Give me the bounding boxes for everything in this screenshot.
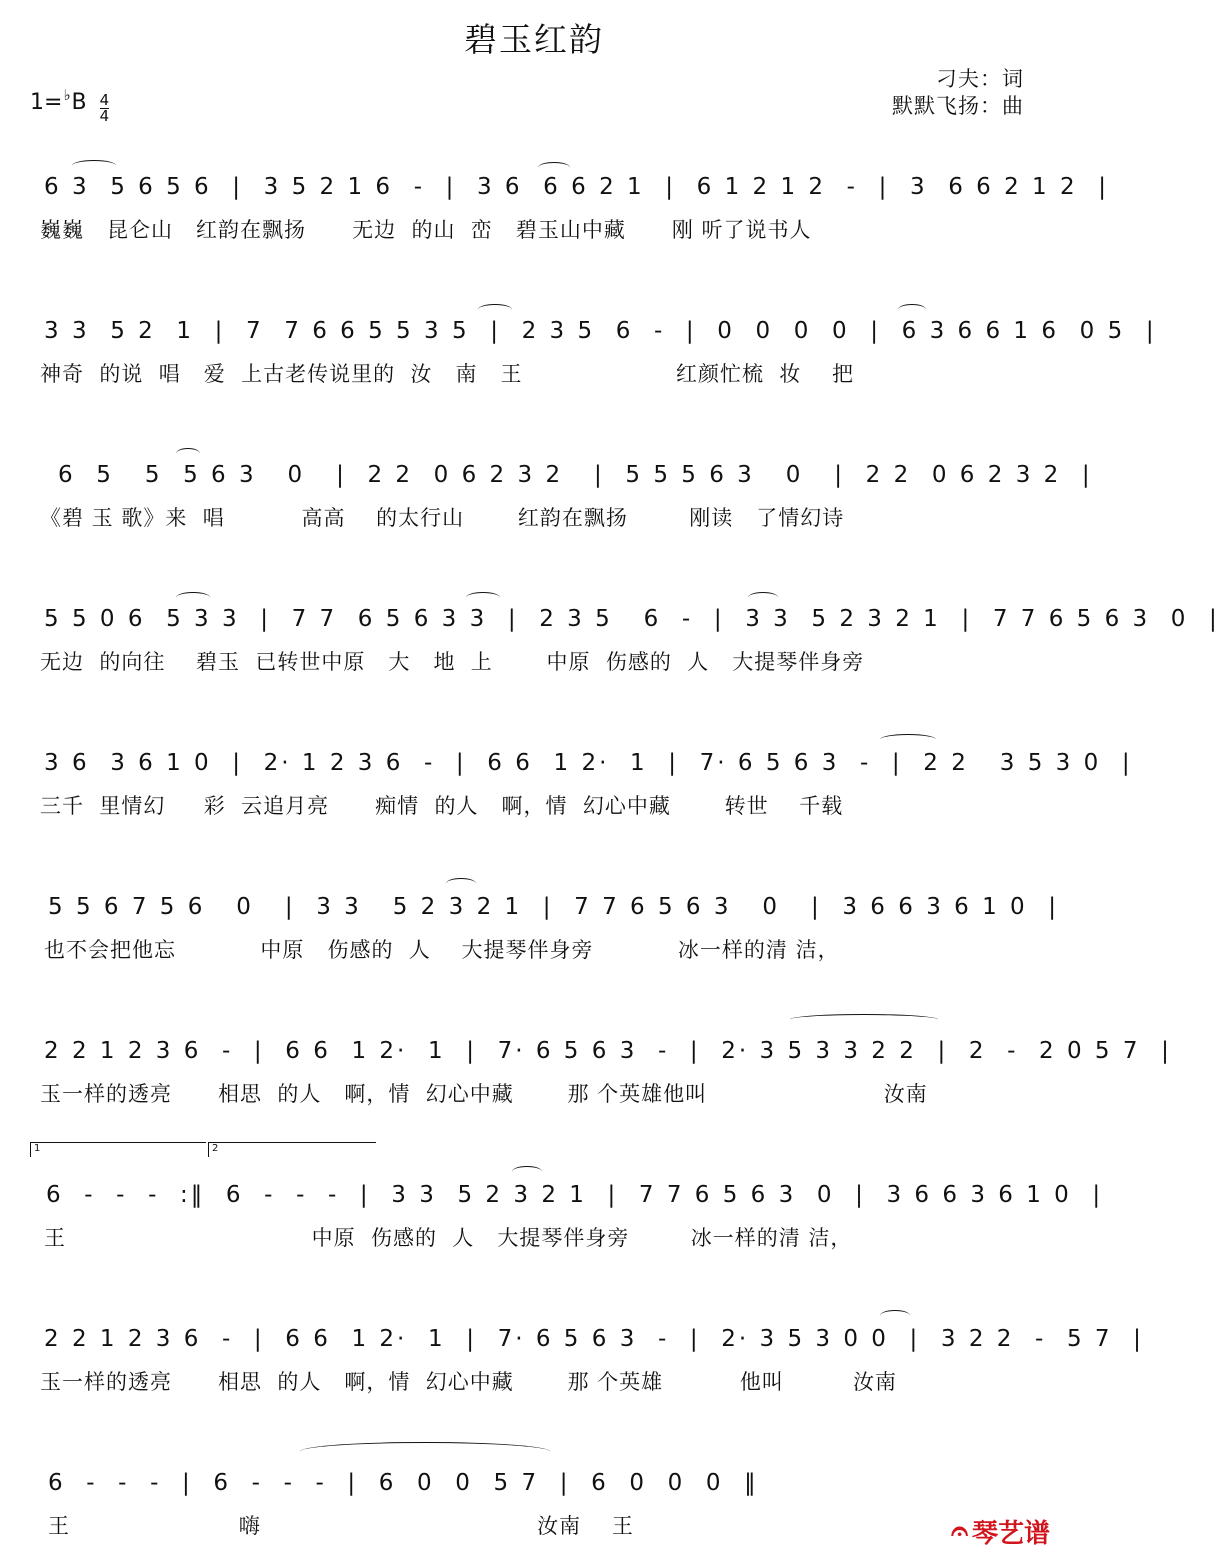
- slur-mark: [880, 734, 936, 745]
- time-bottom: 4: [99, 107, 110, 125]
- slur-mark: [512, 1166, 542, 1177]
- notes-line: 3 6 3 6 1 0 | 2· 1 2 3 6 - | 6 6 1 2· 1 | 7· 6 5 6 3 - | 2 2 3 5 3 0 |: [44, 750, 1133, 776]
- notes-line: 6 5 5 5 6 3 0 | 2 2 0 6 2 3 2 | 5 5 5 6 3 0 | 2 2 0 6 2 3 2 |: [58, 462, 1093, 488]
- lyrics-line: 玉一样的透亮 相思 的人 啊，情 幻心中藏 那 个英雄他叫 汝南: [40, 1082, 928, 1106]
- notes-line: 6 - - - | 6 - - - | 6 0 0 5 7 | 6 0 0 0 ‖: [48, 1470, 759, 1496]
- key-signature: [30, 86, 109, 124]
- notes-line: 6 3 5 6 5 6 | 3 5 2 1 6 - | 3 6 6 6 2 1 | 6 1 2 1 2 - | 3 6 6 2 1 2 |: [44, 174, 1110, 200]
- score-system-7: [0, 1036, 1172, 1136]
- composer-credit: 默默飞扬：曲: [892, 94, 1024, 118]
- qinyipu-logo: [951, 1513, 1050, 1550]
- slur-mark: [538, 162, 570, 173]
- score-system-6: [0, 892, 1068, 992]
- slur-mark: [748, 592, 778, 603]
- slur-mark: [176, 592, 210, 603]
- score-system-10: [0, 1468, 1068, 1568]
- logo-icon: 𝄐: [951, 1514, 968, 1549]
- slur-mark: [446, 878, 476, 889]
- key-prefix: 1=: [30, 90, 63, 115]
- slur-mark: [478, 304, 512, 315]
- score-system-9: [0, 1324, 1144, 1424]
- volta-first-ending: 1: [30, 1142, 206, 1157]
- lyrics-line: 神奇 的说 唱 爱 上古老传说里的 汝 南 王 红颜忙梳 妆 把: [40, 362, 855, 386]
- lyrics-line: 王 中原 伤感的 人 大提琴伴身旁 冰一样的清 洁，: [44, 1226, 853, 1250]
- slur-mark: [300, 1442, 550, 1461]
- notes-line: 3 3 5 2 1 | 7 7 6 6 5 5 3 5 | 2 3 5 6 - | 0 0 0 0 | 6 3 6 6 1 6 0 5 |: [44, 318, 1157, 344]
- slur-mark: [176, 448, 200, 459]
- song-title: 碧玉红韵: [464, 20, 604, 59]
- notes-line: 6 - - - :‖ 6 - - - | 3 3 5 2 3 2 1 | 7 7 6 5 6 3 0 | 3 6 6 3 6 1 0 |: [46, 1182, 1104, 1208]
- lyrics-line: 巍巍 昆仑山 红韵在飘扬 无边 的山 峦 碧玉山中藏 刚 听了说书人: [40, 218, 812, 242]
- slur-mark: [790, 1014, 938, 1025]
- score-system-2: [0, 316, 1157, 416]
- slur-mark: [466, 592, 500, 603]
- lyrics-line: 王 嗨 汝南 王: [48, 1514, 634, 1538]
- slur-mark: [72, 160, 116, 171]
- notes-line: 2 2 1 2 3 6 - | 6 6 1 2· 1 | 7· 6 5 6 3 - | 2· 3 5 3 3 2 2 | 2 - 2 0 5 7 |: [44, 1038, 1172, 1064]
- score-system-1: [0, 172, 1110, 272]
- notes-line: 5 5 0 6 5 3 3 | 7 7 6 5 6 3 3 | 2 3 5 6 - | 3 3 5 2 3 2 1 | 7 7 6 5 6 3 0 |: [44, 606, 1220, 632]
- time-top: 4: [99, 91, 110, 109]
- flat-sign: ♭: [63, 86, 71, 104]
- lyrics-line: 《碧 玉 歌》来 唱 高高 的太行山 红韵在飘扬 刚读 了情幻诗: [40, 506, 845, 530]
- notes-line: 2 2 1 2 3 6 - | 6 6 1 2· 1 | 7· 6 5 6 3 - | 2· 3 5 3 0 0 | 3 2 2 - 5 7 |: [44, 1326, 1144, 1352]
- credits: [892, 66, 1024, 120]
- score-system-3: [0, 460, 1093, 560]
- lyrics-line: 也不会把他忘 中原 伤感的 人 大提琴伴身旁 冰一样的清 洁，: [44, 938, 840, 962]
- score-system-8: [0, 1180, 1104, 1280]
- lyrics-line: 三千 里情幻 彩 云追月亮 痴情 的人 啊，情 幻心中藏 转世 千载: [40, 794, 844, 818]
- logo-text: 琴艺谱: [971, 1519, 1050, 1549]
- volta-second-ending: 2: [208, 1142, 376, 1157]
- notes-line: 5 5 6 7 5 6 0 | 3 3 5 2 3 2 1 | 7 7 6 5 6 3 0 | 3 6 6 3 6 1 0 |: [48, 894, 1060, 920]
- score-system-5: [0, 748, 1133, 848]
- lyrics-line: 无边 的向往 碧玉 已转世中原 大 地 上 中原 伤感的 人 大提琴伴身旁: [40, 650, 865, 674]
- score-system-4: [0, 604, 1220, 704]
- key-note: B: [71, 90, 87, 115]
- slur-mark: [898, 304, 926, 315]
- lyrics-line: 玉一样的透亮 相思 的人 啊，情 幻心中藏 那 个英雄 他叫 汝南: [40, 1370, 898, 1394]
- slur-mark: [880, 1310, 910, 1321]
- lyricist-credit: 刁夫：词: [936, 67, 1024, 91]
- time-signature: [100, 93, 110, 124]
